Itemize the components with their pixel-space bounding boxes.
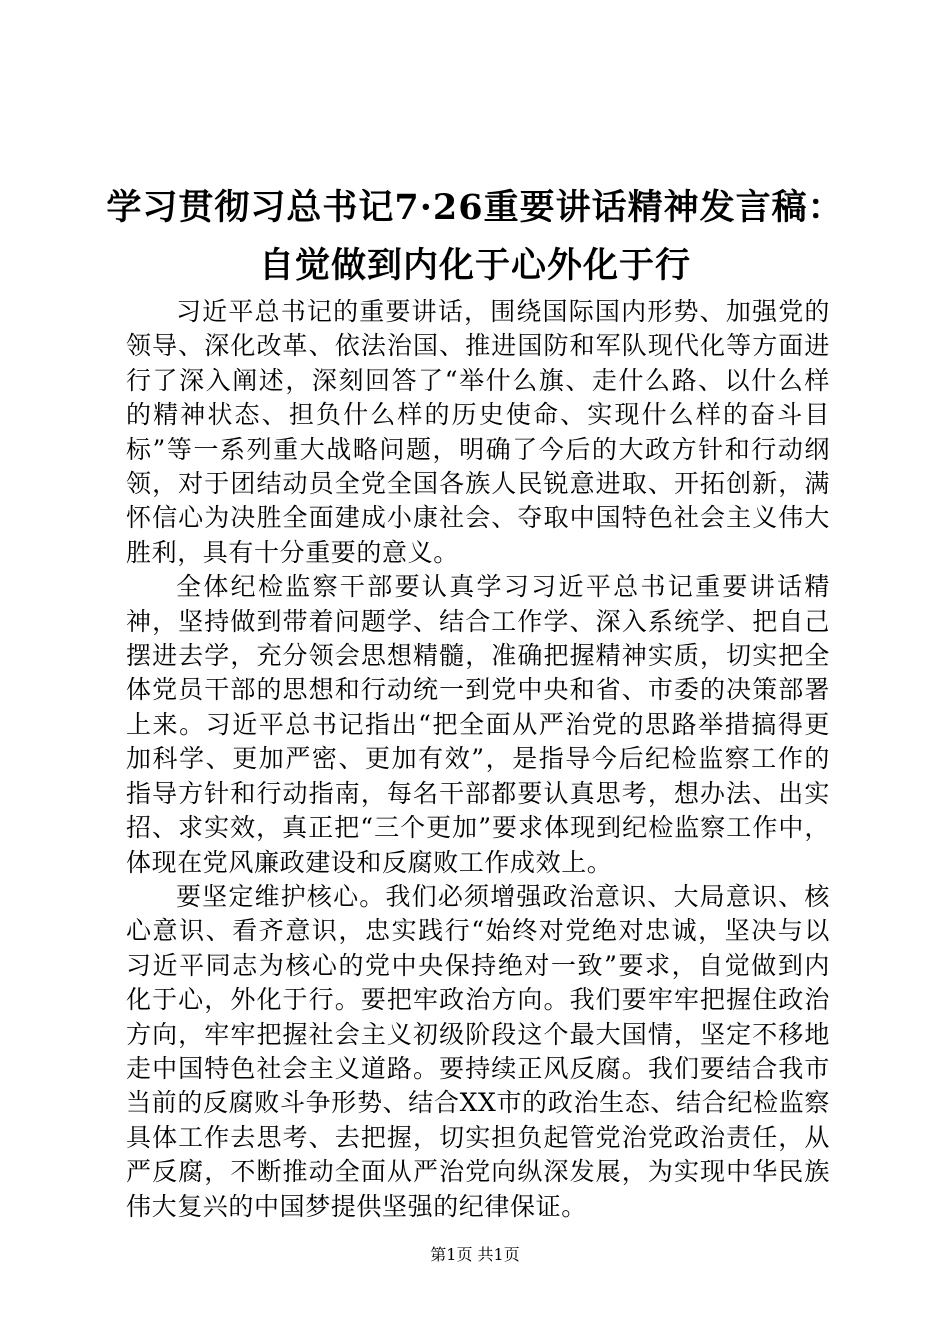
page-number-footer: 第1页 共1页 (430, 1245, 520, 1264)
document-title-line-1: 学习贯彻习总书记7·26重要讲话精神发言稿： (106, 187, 844, 228)
document-title-line-2: 自觉做到内化于心外化于行 (258, 245, 691, 286)
document-body (126, 295, 830, 1224)
body-paragraph-1: 习近平总书记的重要讲话，围绕国际国内形势、加强党的领导、深化改革、依法治国、推进国防和军队现代化等方面进行了深入阐述，深刻回答了“举什么旗、走什么路、以什么样的精神状态、担负什么样的历史使命、实现什么样的奋斗目标”等一系列重大战略问题，明确了今后的大政方针和行动纲领，对于团结动员全党全国各族人民锐意进取、开拓创新，满怀信心为决胜全面建成小康社会、夺取中国特色社会主义伟大胜利，具有十分重要的意义。 (126, 297, 830, 567)
body-paragraph-2: 全体纪检监察干部要认真学习习近平总书记重要讲话精神，坚持做到带着问题学、结合工作学、深入系统学、把自己摆进去学，充分领会思想精髓，准确把握精神实质，切实把全体党员干部的思想和行动统一到党中央和省、市委的决策部署上来。习近平总书记指出“把全面从严治党的思路举措搞得更加科学、更加严密、更加有效”，是指导今后纪检监察工作的指导方针和行动指南，每名干部都要认真思考，想办法、出实招、求实效，真正把“三个更加”要求体现到纪检监察工作中，体现在党风廉政建设和反腐败工作成效上。 (126, 572, 830, 877)
body-paragraph-3: 要坚定维护核心。我们必须增强政治意识、大局意识、核心意识、看齐意识，忠实践行“始终对党绝对忠诚，坚决与以习近平同志为核心的党中央保持绝对一致”要求，自觉做到内化于心，外化于行。要把牢政治方向。我们要牢牢把握住政治方向，牢牢把握社会主义初级阶段这个最大国情，坚定不移地走中国特色社会主义道路。要持续正风反腐。我们要结合我市当前的反腐败斗争形势、结合XX市的政治生态、结合纪检监察具体工作去思考、去把握，切实担负起管党治党政治责任，从严反腐，不断推动全面从严治党向纵深发展，为实现中华民族伟大复兴的中国梦提供坚强的纪律保证。 (126, 881, 830, 1221)
